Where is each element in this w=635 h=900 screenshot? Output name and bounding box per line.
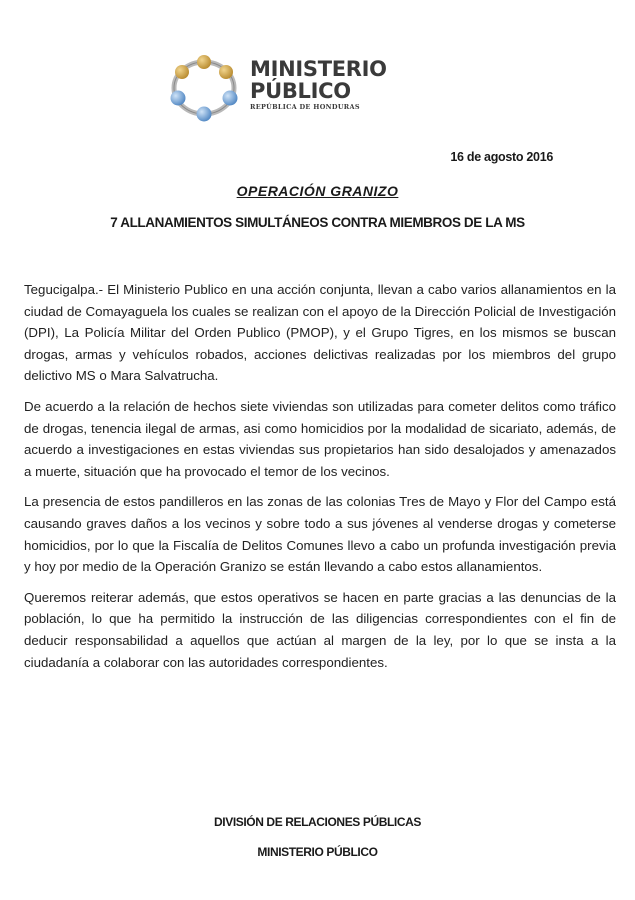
logo-text [250,58,387,111]
signature-division: DIVISIÓN DE RELACIONES PÚBLICAS [214,815,421,829]
paragraph-2: De acuerdo a la relación de hechos siete viviendas son utilizadas para cometer delitos como tráfico de drogas, tenencia ilegal de armas, asi como homicidios por la modalidad de sicariato, además, de acuerdo a investigaciones en estas viviendas sus propietarios han sido desalojados y amenazados a muerte, situación que ha provocado el temor de los vecinos. [24,398,616,479]
paragraph-1: Tegucigalpa.- El Ministerio Publico en una acción conjunta, llevan a cabo varios allanamientos en la ciudad de Comayaguela los cuales se realizan con el apoyo de la Dirección Policial de Investigación (DPI), La Policía Militar del Orden Publico (PMOP), y el Grupo Tigres, en los mismos se buscan drogas, armas y vehículos robados, acciones delictivas realizadas por los miembros del grupo delictivo MS o Mara Salvatrucha. [24,282,616,384]
operation-title: OPERACIÓN GRANIZO [236,183,399,199]
ministerio-publico-logo [166,52,406,124]
paragraph-4: Queremos reiterar además, que estos operativos se hacen en parte gracias a las denuncias de la población, lo que ha permitido la instrucción de las diligencias correspondientes con el fin de deducir responsabilidad a aquellos que actúan al margen de la ley, por lo que se insta a la ciudadanía a colaborar con las autoridades correspondientes. [24,589,616,670]
document-body [24,279,616,682]
document-subtitle: 7 ALLANAMIENTOS SIMULTÁNEOS CONTRA MIEMBROS DE LA MS [110,215,525,230]
logo-line2: PÚBLICO [250,79,351,103]
logo-line1: MINISTERIO [250,57,387,81]
logo-ring-icon [166,52,242,122]
paragraph-3: La presencia de estos pandilleros en las zonas de las colonias Tres de Mayo y Flor del Campo está causando graves daños a los vecinos y sobre todo a sus jóvenes al venderse drogas y cometerse homicidios, por lo que la Fiscalía de Delitos Comunes llevo a cabo un profunda investigación previa y hoy por medio de la Operación Granizo se están llevando a cabo estos allanamientos. [24,494,616,575]
signature-institution: MINISTERIO PÚBLICO [257,845,378,859]
logo-subtitle: REPÚBLICA DE HONDURAS [250,103,360,111]
document-date: 16 de agosto 2016 [450,150,553,164]
